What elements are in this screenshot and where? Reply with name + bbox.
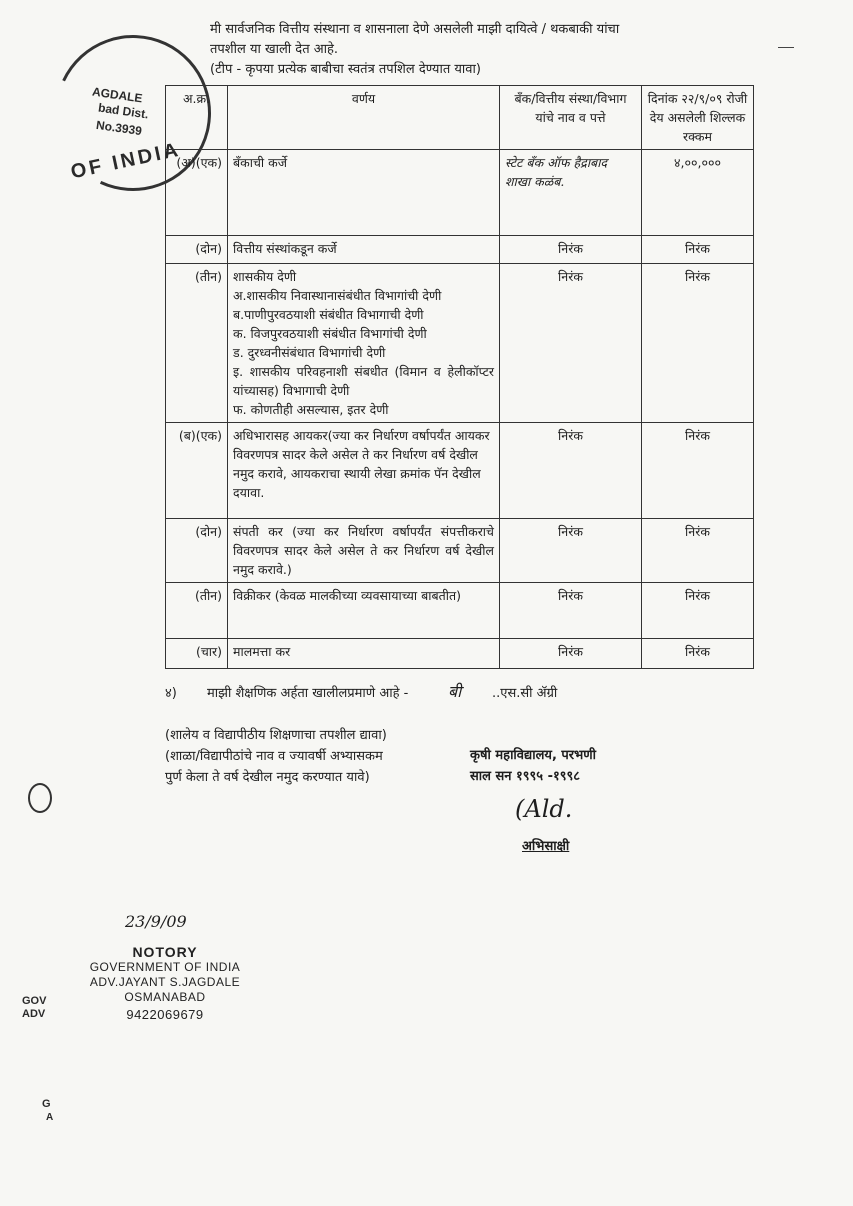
row-serial: (अ)(एक) [166, 150, 228, 236]
desc-line: शासकीय देणी [233, 269, 297, 284]
college-year: साल सन १९९५ -१९९८ [470, 769, 581, 784]
education-note-2: (शाळा/विद्यापीठांचे नाव व ज्यावर्षी अभ्यासकम [165, 749, 383, 764]
seal-dist: bad Dist. [97, 100, 150, 122]
row-amount: निरंक [642, 236, 754, 264]
education-label: माझी शैक्षणिक अर्हता खालीलप्रमाणे आहे - [207, 686, 409, 701]
education-note-3: पुर्ण केला ते वर्ष देखील नमुद करण्यात यावे) [165, 770, 370, 785]
margin-dash [778, 47, 794, 48]
table-row [166, 583, 754, 639]
row-serial: (तीन) [166, 264, 228, 423]
seal-reg: No.3939 [95, 117, 143, 139]
row-description: विक्रीकर (केवळ मालकीच्या व्यवसायाच्या बाबतीत) [228, 583, 500, 639]
row-bank: निरंक [500, 519, 642, 583]
notary-line-1: GOVERNMENT OF INDIA [89, 960, 241, 974]
intro-line-1: मी सार्वजनिक वित्तीय संस्थाना व शासनाला देणे असलेली माझी दायित्वे / थकबाकी यांचा [210, 22, 620, 37]
deponent-signature: (Ald. [515, 795, 573, 823]
table-row [166, 423, 754, 519]
notary-title: NOTORY [132, 944, 198, 960]
intro-text [210, 20, 770, 80]
desc-line: फ. कोणतीही असल्यास, इतर देणी [233, 402, 389, 417]
liabilities-table [165, 85, 754, 669]
margin-fragment: GOV [22, 995, 47, 1007]
header-serial: अ.क्र. [166, 86, 228, 150]
header-description: वर्णय [228, 86, 500, 150]
row-serial: (दोन) [166, 519, 228, 583]
desc-line: ब.पाणीपुरवठयाशी संबंधीत विभागाची देणी [233, 307, 424, 322]
header-bank: बँक/वित्तीय संस्था/विभाग यांचे नाव व पत्ते [500, 86, 642, 150]
education-notes [165, 725, 387, 788]
margin-fragment: A [46, 1112, 54, 1123]
row-serial: (दोन) [166, 236, 228, 264]
table-row [166, 236, 754, 264]
row-amount: ४,००,००० [642, 150, 754, 236]
table-row [166, 639, 754, 669]
row-serial: (ब)(एक) [166, 423, 228, 519]
education-value: ..एस.सी ॲग्री [492, 686, 558, 701]
desc-line: अ.शासकीय निवास्थानासंबंधीत विभागांची देणी [233, 288, 442, 303]
row-description: बँकाची कर्जे [228, 150, 500, 236]
row-amount: निरंक [642, 423, 754, 519]
notary-phone: 9422069679 [126, 1007, 204, 1022]
seal-text: AGDALE [91, 84, 144, 106]
row-serial: (तीन) [166, 583, 228, 639]
intro-note: (टीप - कृपया प्रत्येक बाबीचा स्वतंत्र तपशिल देण्यात यावा) [210, 62, 481, 77]
education-number: ४) [165, 686, 177, 701]
table-row [166, 264, 754, 423]
row-bank: निरंक [500, 423, 642, 519]
education-handwritten: बी [448, 682, 462, 701]
row-description [228, 264, 500, 423]
row-amount: निरंक [642, 639, 754, 669]
row-bank: निरंक [500, 639, 642, 669]
row-bank: निरंक [500, 264, 642, 423]
college-name: कृषी महाविद्यालय, परभणी [470, 748, 597, 763]
notary-line-2: ADV.JAYANT S.JAGDALE [89, 975, 241, 989]
row-description: वित्तीय संस्थांकडून कर्जे [228, 236, 500, 264]
margin-fragment: G [42, 1098, 51, 1110]
row-amount: निरंक [642, 583, 754, 639]
desc-line: ड. दुरध्वनीसंबंधात विभागांची देणी [233, 345, 386, 360]
seal-ring-text: OF INDIA [68, 138, 183, 184]
desc-line: इ. शासकीय परिवहनाशी संबधीत (विमान व हेलीकॉप्टर यांच्यासह) विभागाची देणी [233, 364, 494, 398]
college-block [470, 745, 596, 787]
deponent-label: अभिसाक्षी [522, 839, 570, 854]
intro-line-2: तपशील या खाली देत आहे. [210, 42, 339, 57]
notary-line-3: OSMANABAD [124, 990, 206, 1004]
margin-mark-icon [28, 783, 52, 813]
row-amount: निरंक [642, 264, 754, 423]
desc-line: क. विजपुरवठयाशी संबंधीत विभागांची देणी [233, 326, 427, 341]
row-bank: निरंक [500, 236, 642, 264]
row-bank: निरंक [500, 583, 642, 639]
notary-signature-date: 23/9/09 [125, 912, 187, 931]
row-description: संपती कर (ज्या कर निर्धारण वर्षापर्यंत संपत्तीकराचे विवरणपत्र सादर केले असेल ते कर निर्धारण वर्ष देखील नमुद करावे.) [228, 519, 500, 583]
row-serial: (चार) [166, 639, 228, 669]
table-row [166, 519, 754, 583]
row-description: मालमत्ता कर [228, 639, 500, 669]
table-row [166, 150, 754, 236]
header-amount: दिनांक २२/९/०९ रोजी देय असलेली शिल्लक रक्कम [642, 86, 754, 150]
education-note-1: (शालेय व विद्यापीठीय शिक्षणाचा तपशील द्यावा) [165, 728, 387, 743]
row-bank-handwritten: स्टेट बँक ऑफ हैद्राबाद शाखा कळंब. [500, 150, 642, 236]
margin-fragment: ADV [22, 1008, 46, 1020]
row-description: अधिभारासह आयकर(ज्या कर निर्धारण वर्षापर्यंत आयकर विवरणपत्र सादर केले असेल ते कर निर्धारण वर्ष देखील नमुद करावे, आयकराचा स्थायी लेखा क्रमांक पॅन देखील दयावा. [228, 423, 500, 519]
table-header-row [166, 86, 754, 150]
notary-stamp [85, 945, 245, 1022]
row-amount: निरंक [642, 519, 754, 583]
